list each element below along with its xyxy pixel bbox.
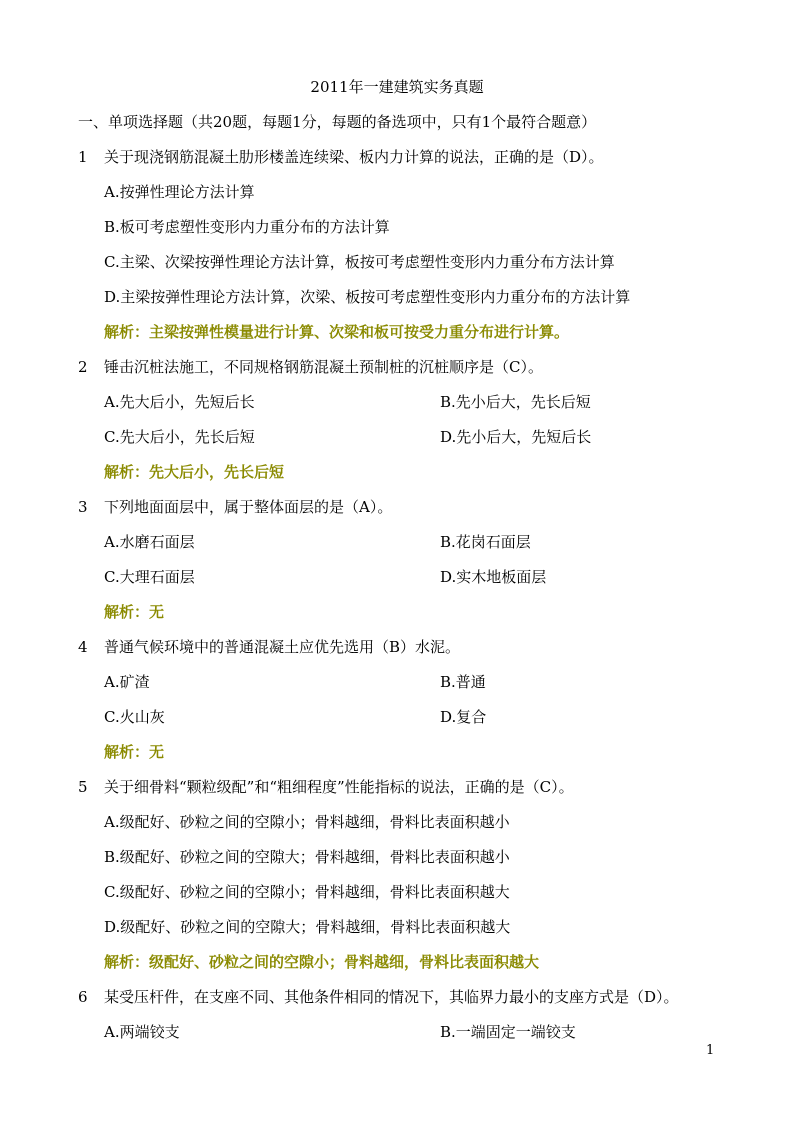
question-5-option-b: B.级配好、砂粒之间的空隙大；骨料越细，骨料比表面积越小 xyxy=(104,848,510,866)
question-6-text: 某受压杆件，在支座不同、其他条件相同的情况下，其临界力最小的支座方式是（D）。 xyxy=(104,988,679,1006)
question-3-option-d: D.实木地板面层 xyxy=(440,568,547,586)
question-5-option-d: D.级配好、砂粒之间的空隙大；骨料越细，骨料比表面积越大 xyxy=(104,918,511,936)
question-5-text: 关于细骨料“颗粒级配”和“粗细程度”性能指标的说法，正确的是（C）。 xyxy=(104,778,574,796)
question-2-option-c: C.先大后小，先长后短 xyxy=(104,428,255,446)
question-5-analysis: 解析：级配好、砂粒之间的空隙小；骨料越细，骨料比表面积越大 xyxy=(104,953,540,971)
question-6-option-a: A.两端铰支 xyxy=(104,1023,180,1041)
question-1-option-a: A.按弹性理论方法计算 xyxy=(104,183,255,201)
question-2-text: 锤击沉桩法施工，不同规格钢筋混凝土预制桩的沉桩顺序是（C）。 xyxy=(104,358,543,376)
question-5-option-c: C.级配好、砂粒之间的空隙小；骨料越细，骨料比表面积越大 xyxy=(104,883,510,901)
question-3-option-c: C.大理石面层 xyxy=(104,568,195,586)
question-3-option-b: B.花岗石面层 xyxy=(440,533,531,551)
section-heading: 一、单项选择题（共20题，每题1分，每题的备选项中，只有1个最符合题意） xyxy=(78,113,597,131)
question-4-text: 普通气候环境中的普通混凝土应优先选用（B）水泥。 xyxy=(104,638,461,656)
question-3-analysis: 解析：无 xyxy=(104,603,165,621)
question-3-number: 3 xyxy=(78,498,88,516)
question-3-option-a: A.水磨石面层 xyxy=(104,533,195,551)
question-2-analysis: 解析：先大后小，先长后短 xyxy=(104,463,285,481)
question-2-number: 2 xyxy=(78,358,88,376)
question-4-number: 4 xyxy=(78,638,88,656)
question-1-analysis: 解析：主梁按弹性模量进行计算、次梁和板可按受力重分布进行计算。 xyxy=(104,323,570,341)
question-1-option-b: B.板可考虑塑性变形内力重分布的方法计算 xyxy=(104,218,390,236)
question-2-option-d: D.先小后大，先短后长 xyxy=(440,428,592,446)
page-number: 1 xyxy=(706,1043,715,1058)
question-4-option-d: D.复合 xyxy=(440,708,487,726)
question-6-option-b: B.一端固定一端铰支 xyxy=(440,1023,576,1041)
page-title: 2011年一建建筑实务真题 xyxy=(310,78,484,96)
question-5-number: 5 xyxy=(78,778,88,796)
question-4-option-a: A.矿渣 xyxy=(104,673,150,691)
question-1-option-c: C.主梁、次梁按弹性理论方法计算，板按可考虑塑性变形内力重分布方法计算 xyxy=(104,253,615,271)
question-1-number: 1 xyxy=(78,148,88,166)
question-1-text: 关于现浇钢筋混凝土肋形楼盖连续梁、板内力计算的说法，正确的是（D）。 xyxy=(104,148,604,166)
question-6-number: 6 xyxy=(78,988,88,1006)
question-4-analysis: 解析：无 xyxy=(104,743,165,761)
question-4-option-b: B.普通 xyxy=(440,673,486,691)
question-4-option-c: C.火山灰 xyxy=(104,708,165,726)
question-5-option-a: A.级配好、砂粒之间的空隙小；骨料越细，骨料比表面积越小 xyxy=(104,813,510,831)
question-1-option-d: D.主梁按弹性理论方法计算，次梁、板按可考虑塑性变形内力重分布的方法计算 xyxy=(104,288,631,306)
question-2-option-a: A.先大后小，先短后长 xyxy=(104,393,255,411)
question-2-option-b: B.先小后大，先长后短 xyxy=(440,393,591,411)
question-3-text: 下列地面面层中，属于整体面层的是（A）。 xyxy=(104,498,393,516)
